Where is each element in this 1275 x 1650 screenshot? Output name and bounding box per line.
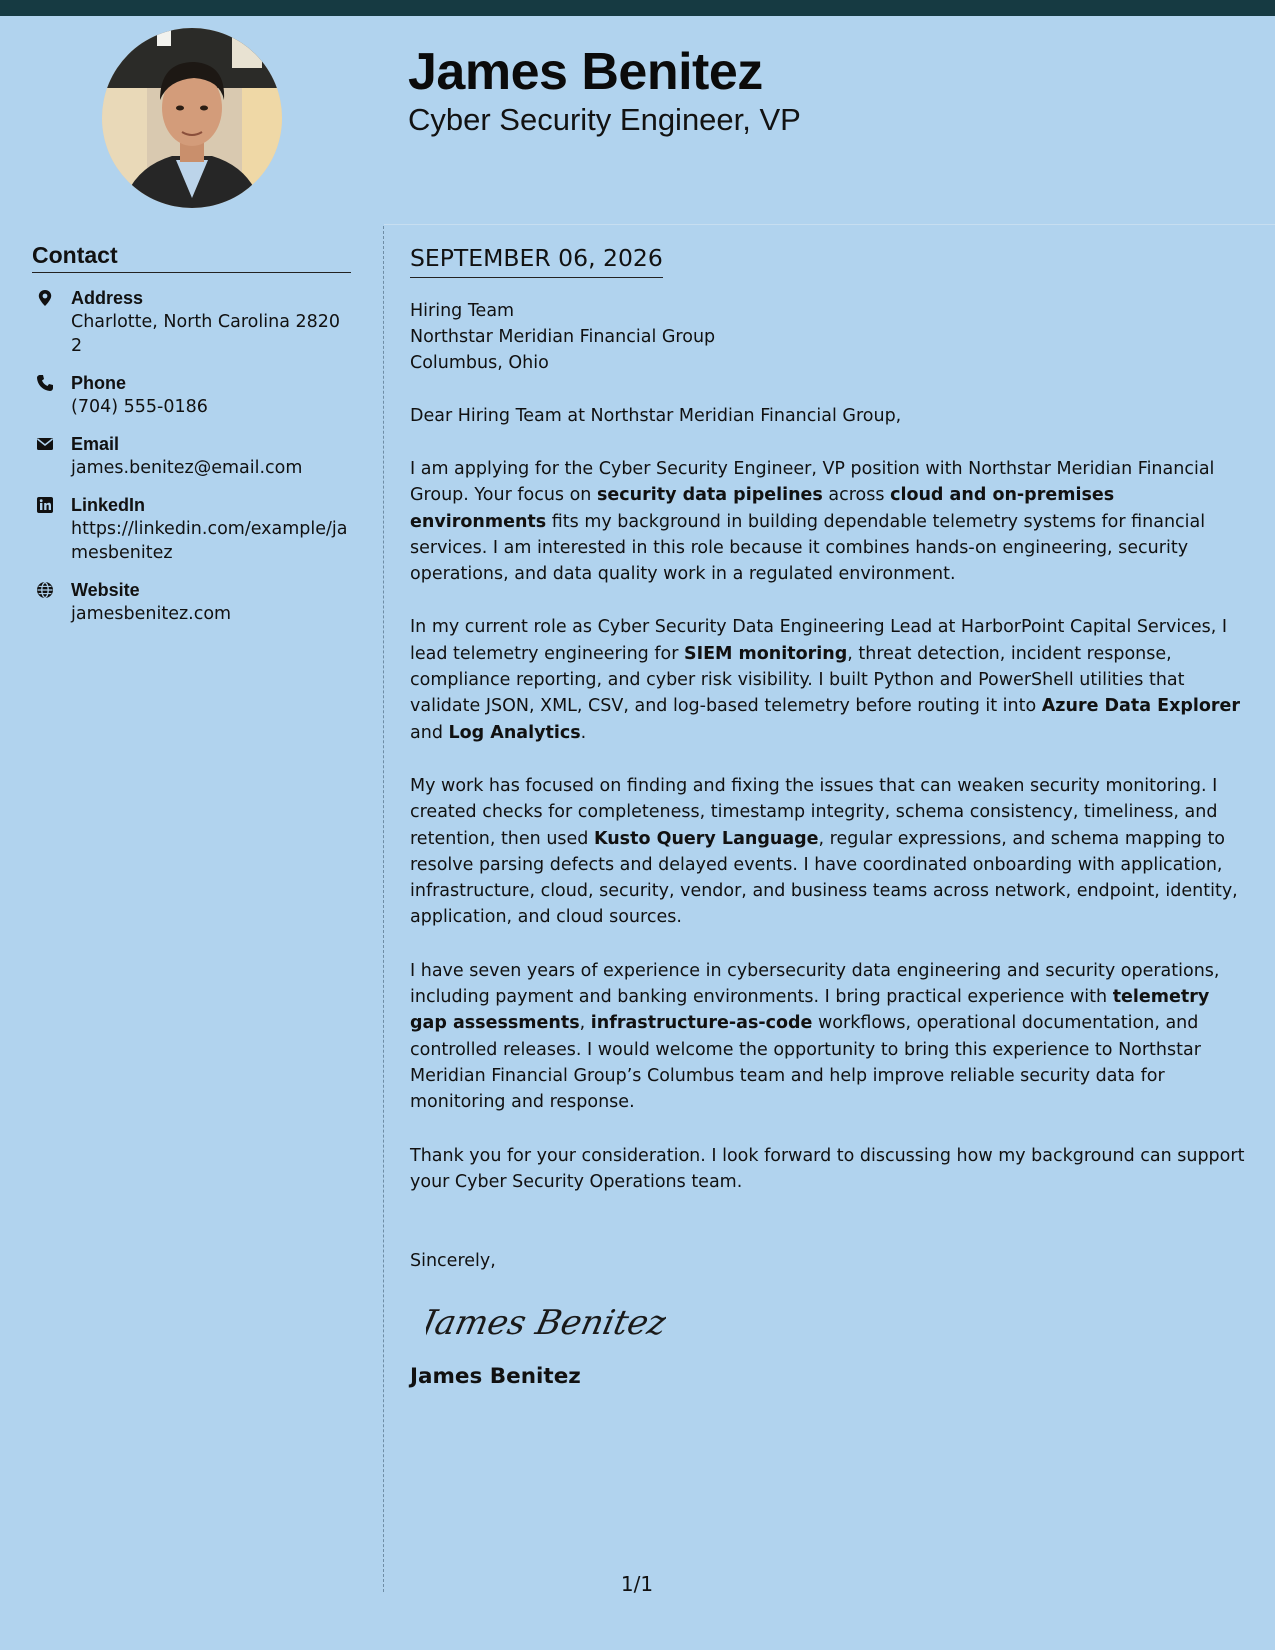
body-paragraph [410, 773, 1250, 931]
globe-icon [36, 581, 54, 599]
map-pin-icon [36, 289, 54, 307]
candidate-name: James Benitez [408, 43, 763, 101]
body-paragraph [410, 958, 1250, 1116]
contact-item-linkedin [32, 493, 351, 565]
paragraph-text: workflows, operational documentation, and controlled releases. I would welcome the opportunity to bring this experience to Northstar Meridian Financial Group’s Columbus team and help improve reliable security data for monitoring and response. [410, 1013, 1201, 1113]
contact-heading: Contact [32, 242, 351, 273]
emphasis-text: telemetry gap assessments [410, 987, 1210, 1034]
contact-item-website [32, 578, 351, 626]
contact-value: james.benitez@email.com [71, 458, 303, 478]
contact-label: Phone [71, 373, 127, 393]
envelope-icon [36, 435, 54, 453]
emphasis-text: Kusto Query Language [593, 828, 819, 849]
emphasis-text: Log Analytics [448, 722, 581, 743]
letter-body [410, 244, 1250, 1389]
emphasis-text: SIEM monitoring [683, 643, 848, 664]
contact-item-email [32, 432, 351, 480]
closing-line: Sincerely, [410, 1251, 496, 1272]
signature-text: James Benitez [426, 1303, 666, 1344]
contact-label: Website [71, 580, 140, 600]
body-paragraph [410, 614, 1250, 745]
body-paragraph [410, 1143, 1250, 1196]
salutation: Dear Hiring Team at Northstar Meridian Financial Group, [410, 406, 902, 426]
handwritten-signature [426, 1294, 1250, 1346]
letter-date: SEPTEMBER 06, 2026 [410, 244, 663, 278]
column-divider [383, 226, 384, 1592]
contact-item-phone [32, 371, 351, 419]
paragraph-text: and [410, 722, 449, 743]
paragraph-text: My work has focused on finding and fixing the issues that can weaken security monitoring. I created checks for completeness, timestamp integrity, schema consistency, timeliness, and retention, then used [410, 775, 1218, 849]
paragraph-text: fits my background in building dependable telemetry systems for financial services. I am interested in this role because it combines hands-on engineering, security operations, and data quality work in a regulated environment. [410, 511, 1206, 585]
contact-label: LinkedIn [71, 495, 146, 515]
paragraph-text: In my current role as Cyber Security Data Engineering Lead at HarborPoint Capital Services, I lead telemetry engineering for [410, 617, 1227, 664]
paragraph-text: Thank you for your consideration. I look forward to discussing how my background can support your Cyber Security Operations team. [410, 1145, 1245, 1192]
contact-value[interactable]: jamesbenitez.com [71, 604, 232, 624]
candidate-title: Cyber Security Engineer, VP [408, 102, 801, 137]
paragraph-text: I am applying for the Cyber Security Engineer, VP position with Northstar Meridian Financial Group. Your focus on [410, 459, 1215, 506]
recipient-line: Hiring Team [410, 301, 515, 321]
contact-sidebar [32, 242, 351, 626]
top-accent-bar [0, 0, 1275, 16]
paragraph-text: , [579, 1013, 591, 1034]
emphasis-text: Azure Data Explorer [1041, 696, 1241, 717]
emphasis-text: cloud and on-premises environments [410, 485, 1115, 532]
contact-label: Address [71, 288, 144, 308]
contact-value: Charlotte, North Carolina 28202 [71, 312, 341, 356]
profile-photo [102, 28, 282, 208]
header-divider [384, 224, 1275, 225]
contact-value: (704) 555-0186 [71, 397, 208, 417]
recipient-line: Columbus, Ohio [410, 353, 549, 373]
contact-value[interactable]: https://linkedin.com/example/jamesbenitez [71, 519, 348, 563]
body-paragraph [410, 456, 1250, 587]
contact-item-address [32, 286, 351, 358]
signer-name: James Benitez [410, 1364, 581, 1390]
paragraph-text: , threat detection, incident response, compliance reporting, and cyber risk visibility. I built Python and PowerShell utilities that validate JSON, XML, CSV, and log-based telemetry before routing it into [410, 643, 1185, 717]
linkedin-icon [36, 496, 54, 514]
page-number: 1/1 [620, 1572, 654, 1596]
paragraph-text: I have seven years of experience in cybersecurity data engineering and security operations, including payment and banking environments. I bring practical experience with [410, 960, 1220, 1008]
emphasis-text: security data pipelines [596, 485, 823, 506]
paragraph-text: across [822, 485, 891, 506]
recipient-block [410, 298, 1250, 376]
recipient-line: Northstar Meridian Financial Group [410, 327, 716, 347]
phone-icon [36, 374, 54, 392]
contact-label: Email [71, 434, 120, 454]
emphasis-text: infrastructure-as-code [590, 1013, 813, 1034]
paragraph-text: . [580, 722, 587, 743]
paragraph-text: , regular expressions, and schema mapping to resolve parsing defects and delayed events. I have coordinated onboarding with application, infrastructure, cloud, security, vendor, and business teams across network, endpoint, identity, application, and cloud sources. [410, 828, 1238, 928]
